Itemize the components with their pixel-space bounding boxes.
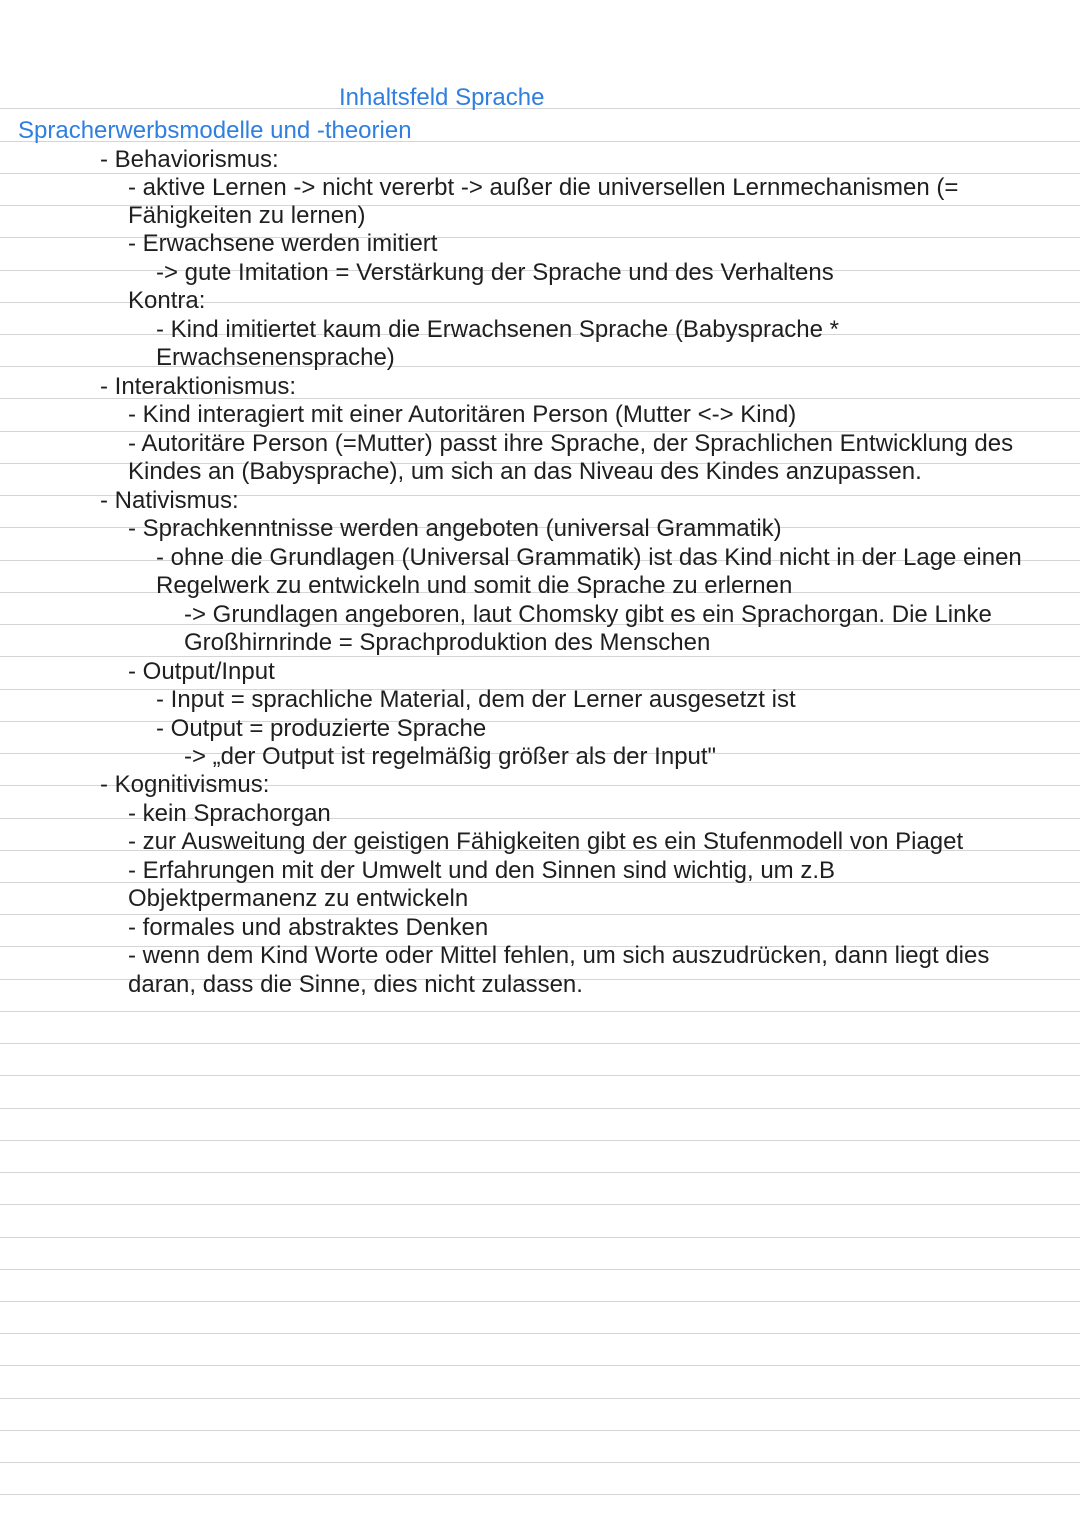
text-line: - ohne die Grundlagen (Universal Grammatik) ist das Kind nicht in der Lage einen — [156, 544, 1022, 571]
text-line: -> gute Imitation = Verstärkung der Sprache und des Verhaltens — [156, 259, 834, 286]
text-line: - Interaktionismus: — [100, 373, 297, 400]
ruled-line — [0, 1172, 1080, 1173]
ruled-line — [0, 1301, 1080, 1302]
text-line: Regelwerk zu entwickeln und somit die Sprache zu erlernen — [156, 572, 793, 599]
text-line: Kontra: — [128, 287, 206, 314]
ruled-line — [0, 1140, 1080, 1141]
ruled-line — [0, 1365, 1080, 1366]
text-line: - Kind interagiert mit einer Autoritären Person (Mutter <-> Kind) — [128, 401, 797, 428]
page-title: Inhaltsfeld Sprache — [339, 84, 545, 111]
text-line: Objektpermanenz zu entwickeln — [128, 885, 469, 912]
text-line: - aktive Lernen -> nicht vererbt -> außer die universellen Lernmechanismen (= — [128, 174, 959, 201]
text-line: - Output = produzierte Sprache — [156, 715, 487, 742]
ruled-line — [0, 1011, 1080, 1012]
text-line: - Kind imitiertet kaum die Erwachsenen Sprache (Babysprache * — [156, 316, 839, 343]
text-line: - wenn dem Kind Worte oder Mittel fehlen, um sich auszudrücken, dann liegt dies — [128, 942, 990, 969]
ruled-line — [0, 1237, 1080, 1238]
text-line: - zur Ausweitung der geistigen Fähigkeiten gibt es ein Stufenmodell von Piaget — [128, 828, 964, 855]
text-line: - Input = sprachliche Material, dem der Lerner ausgesetzt ist — [156, 686, 796, 713]
text-line: - Output/Input — [128, 658, 275, 685]
ruled-line — [0, 1269, 1080, 1270]
ruled-line — [0, 1075, 1080, 1076]
text-line: - Sprachkenntnisse werden angeboten (universal Grammatik) — [128, 515, 782, 542]
ruled-line — [0, 1430, 1080, 1431]
text-line: daran, dass die Sinne, dies nicht zulassen. — [128, 971, 583, 998]
text-line: - Erfahrungen mit der Umwelt und den Sinnen sind wichtig, um z.B — [128, 857, 836, 884]
text-line: - Autoritäre Person (=Mutter) passt ihre Sprache, der Sprachlichen Entwicklung des — [128, 430, 1014, 457]
text-line: -> „der Output ist regelmäßig größer als der Input" — [184, 743, 717, 770]
text-line: Erwachsenensprache) — [156, 344, 395, 371]
text-line: - formales und abstraktes Denken — [128, 914, 489, 941]
text-line: Kindes an (Babysprache), um sich an das Niveau des Kindes anzupassen. — [128, 458, 922, 485]
section-heading: Spracherwerbsmodelle und -theorien — [18, 117, 412, 144]
ruled-line — [0, 1108, 1080, 1109]
ruled-line — [0, 1333, 1080, 1334]
text-line: - Nativismus: — [100, 487, 239, 514]
ruled-line — [0, 1462, 1080, 1463]
text-line: - Kognitivismus: — [100, 771, 270, 798]
ruled-line — [0, 1204, 1080, 1205]
ruled-line — [0, 1043, 1080, 1044]
text-line: - Erwachsene werden imitiert — [128, 230, 438, 257]
text-line: Fähigkeiten zu lernen) — [128, 202, 366, 229]
ruled-line — [0, 1398, 1080, 1399]
ruled-line — [0, 1494, 1080, 1495]
text-line: - Behaviorismus: — [100, 146, 279, 173]
text-line: Großhirnrinde = Sprachproduktion des Menschen — [184, 629, 711, 656]
text-line: - kein Sprachorgan — [128, 800, 331, 827]
text-line: -> Grundlagen angeboren, laut Chomsky gibt es ein Sprachorgan. Die Linke — [184, 601, 992, 628]
